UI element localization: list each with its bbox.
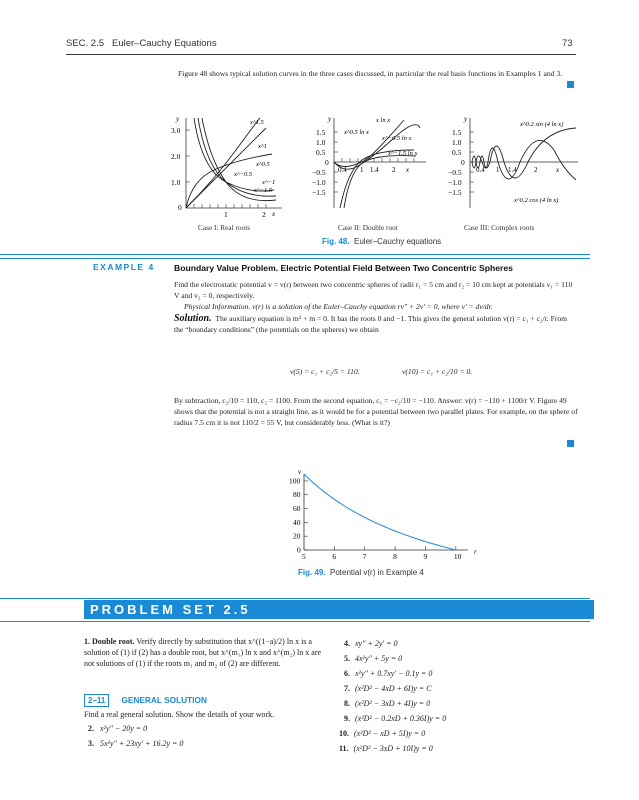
- p3-ytick--1.0: −1.0: [448, 178, 462, 187]
- p2-ytick--1.0: −1.0: [312, 178, 326, 187]
- fig49-ytick-label: 60: [293, 504, 301, 514]
- fig49-label: Fig. 49.: [298, 568, 326, 577]
- example-p4: By subtraction, c₂/10 = 110, c₂ = 1100. From the second equation, c₁ = −c₂/10 = −110. Answer: v(r) = −110 + 1100/r V. Figure 49 shows that the potential is not a straight line, as it would be for a potential between two parallel plates. For example, on the sphere of radius 7.5 cm it is not 110/2 = 55 V, but considerably less. (What is it?): [174, 396, 578, 427]
- problem-9: [344, 713, 446, 724]
- p1-ytick-2: 2.0: [171, 152, 181, 161]
- fig49-ytick-label: 40: [293, 517, 301, 527]
- problem-2-number: 2.: [88, 724, 94, 733]
- header-rule: [66, 54, 576, 55]
- p1-xtick-2: 2: [262, 210, 266, 219]
- p2-ylabel: y: [328, 115, 332, 123]
- p1-label-x-1: x^−1: [262, 179, 276, 186]
- p2-xlabel: x: [406, 166, 410, 174]
- fig48-label: Fig. 48.: [322, 237, 350, 246]
- problem-7-eq: (x²D² − 4xD + 6I)y = C: [355, 684, 432, 693]
- problem-9-eq: (x²D² − 0.2xD + 0.36I)y = 0: [355, 714, 447, 723]
- section-title: Euler–Cauchy Equations: [112, 38, 217, 49]
- fig48-panel1: [171, 115, 282, 219]
- problem-4-eq: xy″ + 2y′ = 0: [355, 639, 398, 648]
- fig49-xlabel: r: [474, 548, 477, 556]
- fig49-xtick-label: 9: [423, 552, 428, 561]
- example-p1: Find the electrostatic potential v = v(r) between two concentric spheres of radii r₁ = 5 cm and r₂ = 10 cm kept at potentials v₁ = 110 V and v₂ = 0, respectively.: [174, 280, 573, 300]
- solution-label: Solution.: [174, 313, 212, 324]
- end-square: [567, 81, 574, 88]
- problem-7: [344, 683, 432, 694]
- p2-label-x0.5lnx: x^0.5 ln x: [344, 129, 369, 136]
- p2-xtick-1: 1: [360, 166, 364, 174]
- fig49-caption-text: Potential v(r) in Example 4: [330, 568, 424, 577]
- problem-9-number: 9.: [344, 714, 350, 723]
- fig48-case1-caption: Case I: Real roots: [198, 223, 251, 232]
- range-box: 2–11: [84, 694, 109, 707]
- example-rule: [0, 254, 590, 259]
- problem-11-number: 11.: [339, 744, 349, 753]
- p1-ytick-0: 0: [178, 203, 182, 212]
- problem-5: [344, 653, 402, 664]
- fig49-ticks: [289, 476, 462, 561]
- problem-8-eq: (x²D² − 3xD + 4I)y = 0: [355, 699, 431, 708]
- fig49-xtick-label: 5: [302, 552, 306, 561]
- problem-6-eq: x²y″ + 0.7xy′ − 0.1y = 0: [355, 669, 433, 678]
- example-p2: Physical Information. v(r) is a solution of the Euler–Cauchy equation rv″ + 2v′ = 0, where v′ = dv/dr.: [184, 302, 493, 311]
- problem-set-title: PROBLEM SET 2.5: [90, 602, 251, 617]
- problem-2: [88, 723, 147, 734]
- problem-8-number: 8.: [344, 699, 350, 708]
- section-number: SEC. 2.5: [66, 38, 105, 49]
- p3-ytick-1.5: 1.5: [452, 128, 462, 137]
- example-solution: [174, 313, 578, 335]
- general-solution-header: [84, 690, 207, 708]
- p3-xlabel: x: [556, 166, 560, 174]
- example-label: EXAMPLE 4: [93, 262, 155, 272]
- p2-ytick-0: 0: [325, 158, 329, 167]
- fig48-graphs: [164, 110, 584, 220]
- p1-ytick-3: 3.0: [171, 126, 181, 135]
- instructions: Find a real general solution. Show the details of your work.: [84, 710, 275, 719]
- problem-1-title: Double root.: [92, 637, 135, 646]
- p1-ylabel: y: [176, 115, 180, 123]
- p2-xtick-1.4: 1.4: [370, 166, 379, 174]
- equation-2: v(10) = c₁ + c₂/10 = 0.: [402, 367, 473, 376]
- fig49-xtick-label: 6: [332, 552, 337, 561]
- p2-ytick--1.5: −1.5: [312, 188, 326, 197]
- p1-label-x1.5: x^1.5: [250, 119, 264, 126]
- p3-ytick-1.0: 1.0: [452, 138, 462, 147]
- p1-xtick-1: 1: [224, 210, 228, 219]
- p3-label-sin: x^0.2 sin (4 ln x): [520, 121, 564, 128]
- problem-2-eq: x²y″ − 20y = 0: [100, 724, 148, 733]
- problem-7-number: 7.: [344, 684, 350, 693]
- p1-label-x0.5: x^0.5: [256, 161, 270, 168]
- p3-ytick-0: 0: [461, 158, 465, 167]
- fig48-case3-caption: Case III: Complex roots: [464, 223, 535, 232]
- p2-label-x-1.5lnx: x^−1.5 ln x: [388, 150, 418, 157]
- p2-xtick-2: 2: [392, 166, 396, 174]
- problem-10-eq: (x²D² − xD + 5I)y = 0: [354, 729, 426, 738]
- page-number: 73: [562, 38, 573, 49]
- problem-3-eq: 5x²y″ + 23xy′ + 16.2y = 0: [100, 739, 184, 748]
- equation-1: v(5) = c₁ + c₂/5 = 110.: [290, 367, 360, 376]
- problem-set-bar: [84, 600, 594, 619]
- range-title: GENERAL SOLUTION: [121, 695, 207, 705]
- fig48-case2-caption: Case II: Double root: [338, 223, 398, 232]
- fig48-caption-text: Euler–Cauchy equations: [354, 237, 442, 246]
- fig48-panel3: [448, 115, 578, 208]
- p3-xtick-1: 1: [496, 166, 500, 174]
- fig49-caption: [298, 568, 424, 577]
- problem-10-number: 10.: [339, 729, 349, 738]
- problem-11: [339, 743, 433, 754]
- p2-ytick--0.5: −0.5: [312, 168, 326, 177]
- problem-11-eq: (x²D² − 3xD + 10I)y = 0: [353, 744, 433, 753]
- fig49-ytick-label: 100: [289, 476, 301, 486]
- p2-ytick-1.0: 1.0: [316, 138, 326, 147]
- p3-xtick-2: 2: [534, 166, 538, 174]
- problem-1-number: 1.: [84, 637, 90, 646]
- p1-label-x-1.5: x^−1.5: [254, 187, 273, 194]
- end-square-2: [567, 440, 574, 447]
- problem-6: [344, 668, 432, 679]
- fig49-xtick-label: 10: [453, 552, 462, 561]
- problem-1: [84, 636, 332, 669]
- p2-label-x-0.5lnx: x^−0.5 ln x: [382, 135, 412, 142]
- problem-3-number: 3.: [88, 739, 94, 748]
- p3-ytick--1.5: −1.5: [448, 188, 462, 197]
- problem-6-number: 6.: [344, 669, 350, 678]
- example-title: Boundary Value Problem. Electric Potential Field Between Two Concentric Spheres: [174, 263, 513, 273]
- p1-ytick-1: 1.0: [171, 178, 181, 187]
- fig49-xtick-label: 8: [393, 552, 397, 561]
- p3-curves: [472, 128, 576, 180]
- p1-label-x1: x^1: [258, 143, 267, 150]
- problem-8: [344, 698, 430, 709]
- fig49-xtick-label: 7: [362, 552, 367, 561]
- fig49-chart: [278, 468, 488, 564]
- intro-text: Figure 48 shows typical solution curves in the three cases discussed, in particular the real basis functions in Examples 1 and 3.: [178, 69, 563, 78]
- p1-xlabel: x: [272, 210, 276, 218]
- p2-ytick-0.5: 0.5: [316, 148, 326, 157]
- fig49-curve: [304, 474, 456, 550]
- fig49-ylabel: v: [298, 468, 302, 476]
- p3-xtick-1.4: 1.4: [508, 166, 517, 174]
- p2-ytick-1.5: 1.5: [316, 128, 326, 137]
- problem-1-text: Verify directly by substitution that x^((1−a)/2) ln x is a solution of (1) if (2) has a double root, but x^(m₁) ln x and x^(m₂) ln x are not solutions of (1) if the roots m₁ and m₂ of (2) are different.: [84, 637, 322, 668]
- p2-xtick-0.4: 0.4: [338, 166, 347, 174]
- fig48-panel2: [312, 115, 426, 208]
- p3-xtick-0.4: 0.4: [476, 166, 485, 174]
- fig49-ytick-label: 80: [293, 490, 301, 500]
- p3-ytick--0.5: −0.5: [448, 168, 462, 177]
- problem-3: [88, 738, 183, 749]
- p3-ytick-0.5: 0.5: [452, 148, 462, 157]
- fig49-ytick-label: 20: [293, 531, 301, 541]
- problem-4: [344, 638, 398, 649]
- problem-5-number: 5.: [344, 654, 350, 663]
- p3-label-cos: x^0.2 cos (4 ln x): [514, 197, 559, 204]
- fig48-caption: [322, 237, 441, 246]
- fig49-ytick-label: 0: [297, 545, 301, 555]
- problem-4-number: 4.: [344, 639, 350, 648]
- p1-label-x-0.5: x^−0.5: [234, 171, 253, 178]
- problem-5-eq: 4x²y″ + 5y = 0: [355, 654, 403, 663]
- p3-ylabel: y: [464, 115, 468, 123]
- example-p3: The auxiliary equation is m² + m = 0. It has the roots 0 and −1. This gives the general solution v(r) = c₁ + c₂/r. From the “boundary conditions” (the potentials on the spheres) we obtain: [174, 314, 568, 334]
- problem-10: [339, 728, 425, 739]
- p2-label-xlnx: x ln x: [376, 117, 391, 124]
